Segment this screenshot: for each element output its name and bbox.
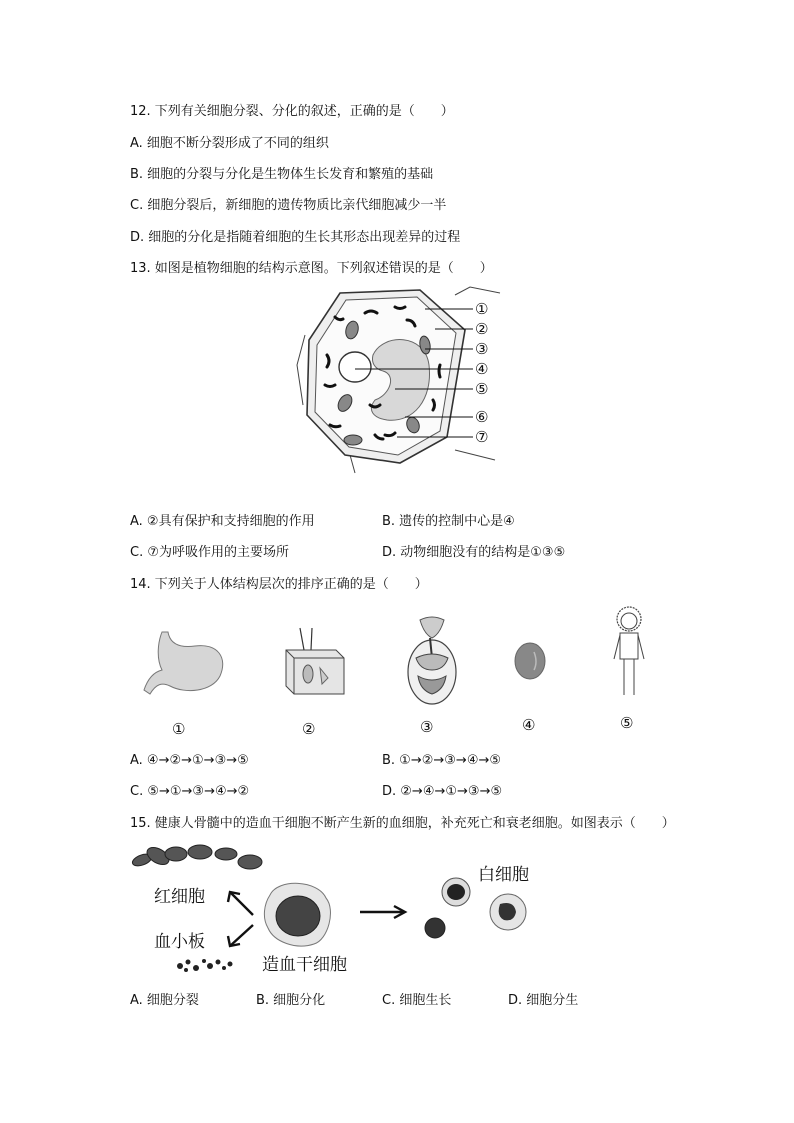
q14-option-c[interactable]: C. ⑤→①→③→④→② <box>130 784 250 799</box>
label-platelet: 血小板 <box>154 932 205 952</box>
q14-image-label-1: ① <box>172 720 186 738</box>
q15-stem: 15. 健康人骨髓中的造血干细胞不断产生新的血细胞，补充死亡和衰老细胞。如图表示（ ） <box>130 816 675 831</box>
q14-option-d[interactable]: D. ②→④→①→③→⑤ <box>382 784 503 799</box>
q12-option-d[interactable]: D. 细胞的分化是指随着细胞的生长其形态出现差异的过程 <box>130 230 461 245</box>
q14-option-b[interactable]: B. ①→②→③→④→⑤ <box>382 753 502 768</box>
q14-image-label-5: ⑤ <box>620 714 634 732</box>
label-red-blood-cell: 红细胞 <box>154 887 205 907</box>
q14-image-label-2: ② <box>302 720 316 738</box>
q15-option-b[interactable]: B. 细胞分化 <box>256 993 326 1008</box>
cell-label-2: ② <box>475 320 489 338</box>
q13-option-a[interactable]: A. ②具有保护和支持细胞的作用 <box>130 514 315 529</box>
q12-stem: 12. 下列有关细胞分裂、分化的叙述，正确的是（ ） <box>130 104 454 119</box>
cell-label-7: ⑦ <box>475 428 489 446</box>
q15-option-d[interactable]: D. 细胞分生 <box>508 993 579 1008</box>
q14-stem: 14. 下列关于人体结构层次的排序正确的是（ ） <box>130 577 428 592</box>
blood-cell-diagram <box>128 840 548 980</box>
q15-option-a[interactable]: A. 细胞分裂 <box>130 993 199 1008</box>
stomach-image <box>140 628 230 698</box>
q15-option-c[interactable]: C. 细胞生长 <box>382 993 452 1008</box>
q14-image-label-4: ④ <box>522 716 536 734</box>
q13-option-b[interactable]: B. 遗传的控制中心是④ <box>382 514 515 529</box>
q12-option-c[interactable]: C. 细胞分裂后，新细胞的遗传物质比亲代细胞减少一半 <box>130 198 447 213</box>
skin-tissue-image <box>278 628 348 698</box>
cell-label-1: ① <box>475 300 489 318</box>
q12-option-a[interactable]: A. 细胞不断分裂形成了不同的组织 <box>130 136 329 151</box>
cell-label-4: ④ <box>475 360 489 378</box>
cell-label-6: ⑥ <box>475 408 489 426</box>
human-image <box>606 603 652 699</box>
q13-option-c[interactable]: C. ⑦为呼吸作用的主要场所 <box>130 545 289 560</box>
q12-option-b[interactable]: B. 细胞的分裂与分化是生物体生长发育和繁殖的基础 <box>130 167 434 182</box>
q13-stem: 13. 如图是植物细胞的结构示意图。下列叙述错误的是（ ） <box>130 261 493 276</box>
q13-option-d[interactable]: D. 动物细胞没有的结构是①③⑤ <box>382 545 566 560</box>
cell-image <box>512 640 548 682</box>
organ-system-image <box>402 614 462 706</box>
q14-option-a[interactable]: A. ④→②→①→③→⑤ <box>130 753 249 768</box>
label-white-blood-cell: 白细胞 <box>478 865 529 885</box>
plant-cell-diagram <box>295 285 515 475</box>
cell-label-3: ③ <box>475 340 489 358</box>
cell-label-5: ⑤ <box>475 380 489 398</box>
q14-image-label-3: ③ <box>420 718 434 736</box>
label-stem-cell: 造血干细胞 <box>262 955 347 975</box>
